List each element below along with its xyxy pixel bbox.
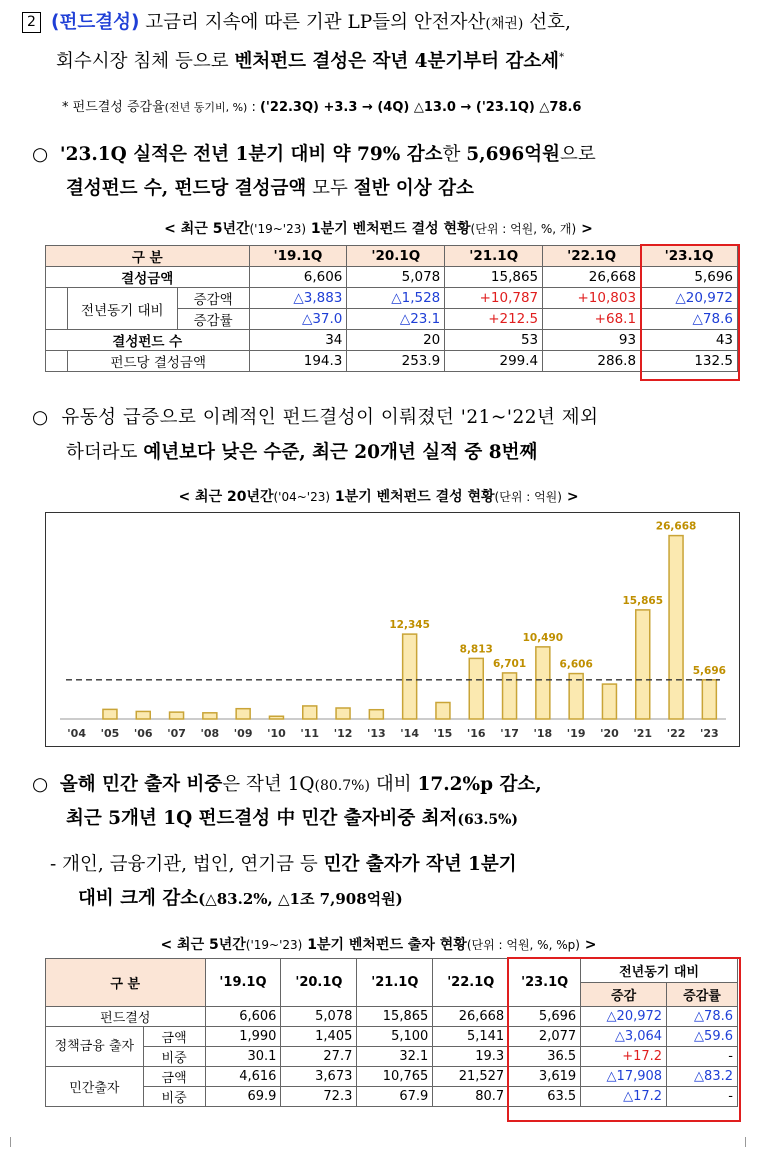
table-cell: 5,141 <box>433 1027 509 1047</box>
table-row <box>46 351 738 372</box>
table1-header-col: '23.1Q <box>641 246 738 267</box>
section-star: * <box>559 52 565 63</box>
table2-header-label: 구 분 <box>46 959 206 1007</box>
dash-line1-b: 민간 출자가 작년 1분기 <box>323 854 517 875</box>
table1-header-row <box>46 246 738 267</box>
chart-bar <box>403 634 417 719</box>
table-cell: 30.1 <box>205 1047 281 1067</box>
table-cell: 2,077 <box>509 1027 581 1047</box>
bullet1-d: 5,696억원 <box>466 144 560 165</box>
table-cell: 194.3 <box>249 351 347 372</box>
table2-header-col: '23.1Q <box>509 959 581 1007</box>
table-cell: △17.2 <box>581 1087 667 1107</box>
table-cell: +17.2 <box>581 1047 667 1067</box>
table-cell: △20,972 <box>641 288 738 309</box>
table2-header-col: '21.1Q <box>357 959 433 1007</box>
table-cell: △3,064 <box>581 1027 667 1047</box>
table1-caption-a: < 최근 5년간 <box>164 221 250 237</box>
table-cell: 19.3 <box>433 1047 509 1067</box>
table-cell: △1,528 <box>347 288 445 309</box>
table-cell: △17,908 <box>581 1067 667 1087</box>
table1-header-label: 구 분 <box>46 246 250 267</box>
highlight-box <box>640 244 740 381</box>
table-cell: 4,616 <box>205 1067 281 1087</box>
bullet1-a: '23.1Q 실적은 <box>59 144 194 165</box>
chart-bar <box>136 711 150 719</box>
bullet1-b: 전년 1분기 대비 약 79% 감소 <box>193 144 443 165</box>
table-cell: △59.6 <box>667 1027 738 1047</box>
indent-cell <box>46 351 68 372</box>
page-corner-mark <box>0 1137 11 1147</box>
circle-bullet-icon: ○ <box>32 774 49 795</box>
dash-line2-b: (△83.2%, △1조 7,908억원) <box>198 890 403 908</box>
x-tick-label: '12 <box>333 727 353 740</box>
table-cell: 3,619 <box>509 1067 581 1087</box>
table-cell: +68.1 <box>543 309 641 330</box>
chart-bar <box>170 712 184 719</box>
section-line2-a: 회수시장 침체 등으로 <box>56 51 235 73</box>
fund-formation-table <box>45 245 738 372</box>
table-cell: 253.9 <box>347 351 445 372</box>
table-cell: 69.9 <box>205 1087 281 1107</box>
table2-header-col: '19.1Q <box>205 959 281 1007</box>
chart-bar <box>636 610 650 719</box>
section-header <box>22 8 752 39</box>
table-cell: 67.9 <box>357 1087 433 1107</box>
chart-bar <box>669 536 683 719</box>
dash-item-line2 <box>78 882 756 916</box>
table2-unit: (단위 : 억원, %, %p) <box>466 938 580 952</box>
circle-bullet-icon: ○ <box>32 144 49 165</box>
data-label: 10,490 <box>522 631 564 644</box>
table-cell: 26,668 <box>543 267 641 288</box>
chart-bar <box>336 708 350 719</box>
section-line2 <box>56 43 756 77</box>
table-cell: 34 <box>249 330 347 351</box>
section-tag: (펀드결성) <box>51 12 140 33</box>
bullet2-line2-b: 예년보다 낮은 수준, 최근 20개년 실적 중 8번째 <box>143 442 538 463</box>
row-label: 비중 <box>143 1087 205 1107</box>
chart-caption <box>0 486 757 506</box>
table-cell: +10,787 <box>445 288 543 309</box>
page-corner-mark <box>745 1137 756 1147</box>
table-cell: - <box>667 1047 738 1067</box>
row-label: 펀드당 결성금액 <box>67 351 249 372</box>
table2-caption <box>0 934 757 954</box>
note-value: ('22.3Q) +3.3 → (4Q) △13.0 → ('23.1Q) △78.6 <box>259 100 582 115</box>
bullet1-e: 으로 <box>559 144 596 165</box>
row-group-label: 민간출자 <box>46 1067 144 1107</box>
row-label: 결성금액 <box>46 267 250 288</box>
data-label: 8,813 <box>459 643 493 656</box>
table-cell: 3,673 <box>281 1067 357 1087</box>
x-tick-label: '22 <box>666 727 686 740</box>
table-row <box>46 267 738 288</box>
bullet-2-line2 <box>66 436 756 469</box>
row-group-label: 정책금융 출자 <box>46 1027 144 1067</box>
table-cell: △20,972 <box>581 1007 667 1027</box>
table1-header-col: '20.1Q <box>347 246 445 267</box>
table-cell: 80.7 <box>433 1087 509 1107</box>
table-cell: 5,696 <box>641 267 738 288</box>
table-cell: 43 <box>641 330 738 351</box>
x-tick-label: '04 <box>67 727 86 740</box>
table2-caption-small: ('19~'23) <box>245 938 303 952</box>
bullet1-line2-a: 결성펀드 수, 펀드당 결성금액 <box>66 178 307 199</box>
table-cell: △3,883 <box>249 288 347 309</box>
table2-sub-col: 증감 <box>581 983 667 1007</box>
x-tick-label: '05 <box>100 727 120 740</box>
table1-header-col: '21.1Q <box>445 246 543 267</box>
x-tick-label: '21 <box>633 727 653 740</box>
note-label: * 펀드결성 증감율 <box>62 100 165 115</box>
section-line1-small: (채권) <box>485 16 524 32</box>
chart-caption-unit: (단위 : 억원) <box>494 490 562 504</box>
table-cell: 26,668 <box>433 1007 509 1027</box>
table-cell: 20 <box>347 330 445 351</box>
table-cell: △37.0 <box>249 309 347 330</box>
chart-bar <box>702 680 716 719</box>
table-cell: 72.3 <box>281 1087 357 1107</box>
chart-bar <box>269 716 283 719</box>
table-cell: 36.5 <box>509 1047 581 1067</box>
table-cell: 1,990 <box>205 1027 281 1047</box>
table-cell: 5,078 <box>281 1007 357 1027</box>
x-tick-label: '14 <box>400 727 419 740</box>
table-cell: △83.2 <box>667 1067 738 1087</box>
table-cell: 299.4 <box>445 351 543 372</box>
table2-caption-end: > <box>579 937 597 953</box>
dash-line1-a: - 개인, 금융기관, 법인, 연기금 등 <box>50 854 324 875</box>
x-tick-label: '23 <box>700 727 719 740</box>
data-label: 5,696 <box>692 664 726 677</box>
bar-chart <box>46 513 739 746</box>
table1-caption-end: > <box>576 221 593 237</box>
table-cell: 27.7 <box>281 1047 357 1067</box>
x-tick-label: '19 <box>566 727 586 740</box>
bullet3-line2-a: 최근 5개년 1Q 펀드결성 中 민간 출자비중 최저 <box>66 808 458 829</box>
bullet3-d: 17.2%p 감소, <box>417 774 542 795</box>
table2-header-col: '22.1Q <box>433 959 509 1007</box>
x-tick-label: '13 <box>367 727 386 740</box>
table-cell: 1,405 <box>281 1027 357 1047</box>
table-cell: △23.1 <box>347 309 445 330</box>
chart-bar <box>203 713 217 719</box>
chart-frame <box>45 512 740 747</box>
bullet1-line2-b: 모두 <box>306 178 354 199</box>
chart-caption-a: < 최근 20년간 <box>178 489 274 505</box>
table-cell: 15,865 <box>357 1007 433 1027</box>
data-label: 26,668 <box>655 520 697 533</box>
row-label: 금액 <box>143 1027 205 1047</box>
circle-bullet-icon: ○ <box>32 407 49 428</box>
table-cell: 6,606 <box>249 267 347 288</box>
table-cell: 53 <box>445 330 543 351</box>
section-line2-b: 벤처펀드 결성은 작년 4분기부터 감소세 <box>234 51 560 73</box>
x-tick-label: '09 <box>233 727 253 740</box>
table-cell: +10,803 <box>543 288 641 309</box>
bullet2-line2-a: 하더라도 <box>66 442 144 463</box>
table-cell: 15,865 <box>445 267 543 288</box>
table1-header-col: '19.1Q <box>249 246 347 267</box>
bullet3-b: 은 작년 1Q <box>222 774 315 795</box>
highlight-box <box>507 957 741 1122</box>
x-tick-label: '18 <box>533 727 553 740</box>
yoy-label: 전년동기 대비 <box>67 288 177 330</box>
chart-bar <box>369 710 383 719</box>
x-tick-label: '11 <box>300 727 320 740</box>
section-line1: 고금리 지속에 따른 기관 LP들의 안전자산 <box>139 12 486 33</box>
table1-header-col: '22.1Q <box>543 246 641 267</box>
bullet3-line2-small: (63.5%) <box>457 812 519 828</box>
x-tick-label: '08 <box>200 727 220 740</box>
chart-caption-end: > <box>561 489 579 505</box>
bullet1-line2-c: 절반 이상 감소 <box>353 178 474 199</box>
table-row <box>46 288 738 309</box>
chart-bar <box>303 706 317 719</box>
x-tick-label: '17 <box>500 727 519 740</box>
table2-caption-a: < 최근 5년간 <box>160 937 246 953</box>
bullet-2 <box>32 401 752 434</box>
bullet1-c: 한 <box>442 144 467 165</box>
note-small: (전년 동기비, %) <box>164 101 248 114</box>
bullet-3 <box>32 768 752 803</box>
chart-bar <box>536 647 550 719</box>
table-cell: 6,606 <box>205 1007 281 1027</box>
x-tick-label: '07 <box>167 727 186 740</box>
chart-caption-b: 1분기 벤처펀드 결성 현황 <box>330 489 495 505</box>
table-cell: 5,078 <box>347 267 445 288</box>
data-label: 12,345 <box>389 619 430 632</box>
table-cell: 21,527 <box>433 1067 509 1087</box>
table-cell: - <box>667 1087 738 1107</box>
bullet3-small: (80.7%) <box>314 778 370 794</box>
x-tick-label: '16 <box>466 727 486 740</box>
table-cell: △78.6 <box>667 1007 738 1027</box>
section-line1-end: 선호, <box>523 12 571 33</box>
table-cell: 63.5 <box>509 1087 581 1107</box>
data-label: 6,606 <box>559 658 593 671</box>
note-colon: : <box>247 100 260 115</box>
table1-caption-small: ('19~'23) <box>249 222 307 236</box>
table-cell: 132.5 <box>641 351 738 372</box>
x-tick-label: '15 <box>433 727 453 740</box>
dash-item <box>50 848 755 881</box>
table1-caption-b: 1분기 벤처펀드 결성 현황 <box>306 221 471 237</box>
bullet-3-line2 <box>66 802 756 837</box>
table-cell: 5,100 <box>357 1027 433 1047</box>
chart-bar <box>436 702 450 719</box>
row-label: 금액 <box>143 1067 205 1087</box>
x-tick-label: '10 <box>267 727 286 740</box>
growth-note <box>62 96 752 115</box>
chart-bar <box>469 658 483 719</box>
table-cell: 5,696 <box>509 1007 581 1027</box>
indent-cell <box>46 288 68 330</box>
bullet2-line1: 유동성 급증으로 이례적인 펀드결성이 이뤄졌던 '21~'22년 제외 <box>61 407 599 428</box>
bullet-1 <box>32 138 752 171</box>
table2-header-col: '20.1Q <box>281 959 357 1007</box>
table-cell: 32.1 <box>357 1047 433 1067</box>
chart-bar <box>602 684 616 719</box>
data-label: 6,701 <box>492 657 527 670</box>
row-label: 비중 <box>143 1047 205 1067</box>
table-cell: 93 <box>543 330 641 351</box>
bullet3-c: 대비 <box>369 774 418 795</box>
section-number: 2 <box>22 12 41 33</box>
x-tick-label: '20 <box>600 727 619 740</box>
table2-yoy-header: 전년동기 대비 <box>581 959 738 983</box>
table2-caption-b: 1분기 벤처펀드 출자 현황 <box>302 937 467 953</box>
x-tick-label: '06 <box>133 727 153 740</box>
table-cell: 10,765 <box>357 1067 433 1087</box>
dash-line2-a: 대비 크게 감소 <box>78 888 199 909</box>
table2-sub-col: 증감률 <box>667 983 738 1007</box>
data-label: 15,865 <box>622 594 664 607</box>
table-cell: +212.5 <box>445 309 543 330</box>
table1-unit: (단위 : 억원, %, 개) <box>470 222 577 236</box>
row-label: 펀드결성 <box>46 1007 206 1027</box>
chart-bar <box>236 709 250 719</box>
row-label: 증감률 <box>177 309 249 330</box>
chart-bar <box>103 709 117 719</box>
row-label: 결성펀드 수 <box>46 330 250 351</box>
bullet3-a: 올해 민간 출자 비중 <box>59 774 223 795</box>
bullet-1-line2 <box>66 172 756 205</box>
table1-caption <box>0 218 757 238</box>
table-cell: 286.8 <box>543 351 641 372</box>
chart-caption-small: ('04~'23) <box>273 490 331 504</box>
row-label: 증감액 <box>177 288 249 309</box>
table-row <box>46 330 738 351</box>
table-cell: △78.6 <box>641 309 738 330</box>
